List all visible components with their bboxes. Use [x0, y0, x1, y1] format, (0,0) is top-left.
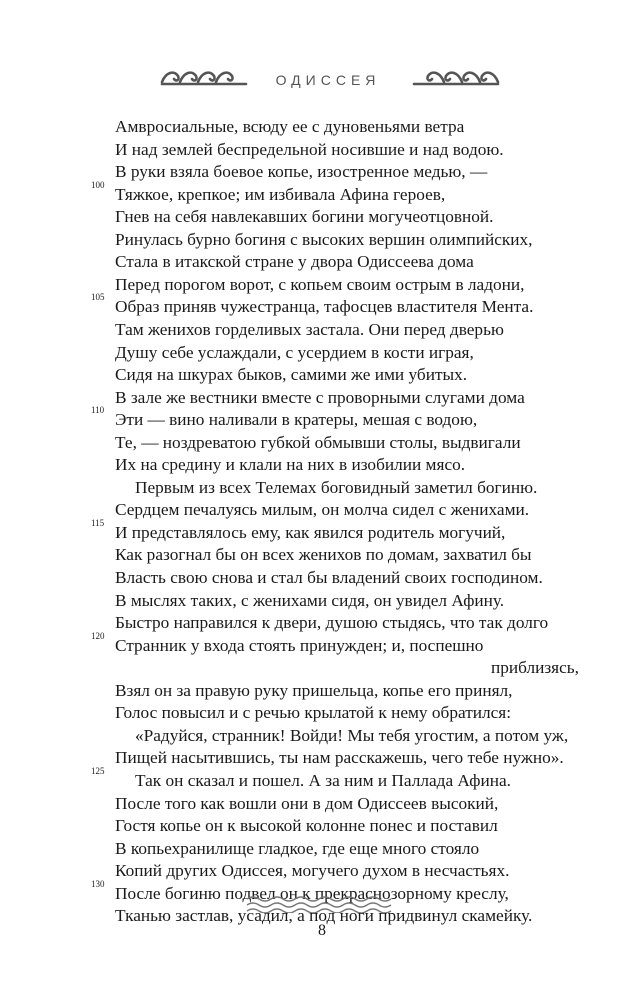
verse-line [0, 765, 644, 792]
wave-lines-ornament-icon [245, 895, 399, 913]
verse-line-text: Тканью застлав, усадил, а под ноги придвинул скамейку. [115, 906, 533, 926]
line-number: 115 [91, 517, 105, 528]
verse-line [0, 292, 644, 318]
verse-line-text: Тяжкое, крепкое; им избивала Афина героев, [115, 184, 446, 204]
verse-line-text: И представлялось ему, как явился родитель могучий, [115, 522, 506, 542]
verse-line-text: В зале же вестники вместе с проворными слугами дома [115, 387, 525, 407]
verse-line-text: приблизясь, [490, 658, 579, 678]
verse-line [0, 544, 644, 566]
verse-line [0, 793, 644, 815]
verse-line [0, 630, 644, 657]
verse-line-text: После того как вошли они в дом Одиссеев высокий, [115, 793, 499, 813]
verse-line-text: В копьехранилище гладкое, где еще много стояло [115, 838, 480, 858]
verse-line-text: Пищей насытившись, ты нам расскажешь, чего тебе нужно». [115, 748, 564, 768]
verse-line [0, 657, 644, 679]
page-number: 8 [318, 922, 326, 939]
verse-line-text: Быстро направился к двери, душою стыдясь, что так долго [115, 613, 549, 633]
verse-line-text: Образ приняв чужестранца, тафосцев властителя Мента. [115, 297, 534, 317]
verse-line [0, 702, 644, 724]
line-number: 100 [91, 179, 105, 190]
verse-line-text: Ринулась бурно богиня с высоких вершин олимпийских, [115, 229, 533, 249]
verse-line [0, 206, 644, 228]
running-header [0, 66, 644, 102]
line-number: 110 [91, 405, 105, 416]
verse-line-text: Сидя на шкурах быков, самими же ими убитых. [115, 365, 468, 385]
verse-line-text: Эти — вино наливали в кратеры, мешая с водою, [115, 410, 478, 430]
verse-line [0, 567, 644, 589]
verse-line [0, 815, 644, 837]
verse-line-text: Взял он за правую руку пришельца, копье его принял, [115, 680, 513, 700]
verse-line [0, 342, 644, 364]
verse-line [0, 590, 644, 612]
verse-line-text: Стала в итакской стране у двора Одиссеева дома [115, 252, 474, 272]
verse-line-text: В мыслях таких, с женихами сидя, он увидел Афину. [115, 590, 505, 610]
verse-line-text: Первым из всех Телемах боговидный заметил богиню. [135, 477, 538, 497]
header-title: ОДИССЕЯ [275, 72, 381, 88]
verse-line-text: Амвросиальные, всюду ее с дуновеньями ветра [115, 117, 465, 136]
verse-line-text: И над землей беспредельной носившие и над водою. [115, 139, 504, 159]
verse-line [0, 364, 644, 386]
verse-line [0, 179, 644, 206]
verse-line [0, 405, 644, 431]
verse-line-text: Перед порогом ворот, с копьем своим острым в ладони, [115, 274, 525, 294]
verse-line-text: Так он сказал и пошел. А за ним и Паллада Афина. [135, 770, 511, 790]
verse-line [0, 319, 644, 341]
verse-line-text: Там женихов горделивых застала. Они перед дверью [115, 319, 504, 339]
verse-line-text: Как разогнал бы он всех женихов по домам, захватил бы [115, 545, 532, 565]
line-number: 120 [91, 630, 105, 641]
verse-line [0, 251, 644, 273]
verse-line-text: Власть свою снова и стал бы владений своих господином. [115, 568, 543, 587]
verse-line [0, 477, 644, 499]
verse-line [0, 454, 644, 476]
line-number: 130 [91, 878, 105, 889]
wave-ornament-icon [160, 66, 248, 90]
verse-line-text: Их на средину и клали на них в изобилии мясо. [115, 455, 466, 475]
verse-line [0, 432, 644, 454]
verse-line [0, 680, 644, 702]
verse-line-text: Копий других Одиссея, могучего духом в несчастьях. [115, 861, 510, 881]
wave-ornament-icon [412, 66, 500, 90]
verse-line-text: В руки взяла боевое копье, изостренное медью, — [115, 162, 488, 182]
line-number: 125 [91, 765, 105, 776]
verse-line-text: Гостя копье он к высокой колонне понес и поставил [115, 816, 498, 836]
verse-line-text: Странник у входа стоять принужден; и, поспешно [115, 635, 484, 655]
verse-line [0, 838, 644, 860]
verse-line-text: Гнев на себя навлекавших богини могучеотцовной. [115, 207, 494, 227]
verse-line [0, 517, 644, 544]
verse-line [0, 229, 644, 251]
verse-line [0, 725, 644, 747]
verse-line [0, 116, 644, 138]
verse-line [0, 139, 644, 161]
verse-line-text: Голос повысил и с речью крылатой к нему обратился: [115, 703, 512, 723]
verse-line-text: Душу себе услаждали, с усердием в кости играя, [115, 342, 474, 362]
verse-line-text: После богиню подвел он к прекраснозорному креслу, [115, 883, 509, 903]
line-number: 105 [91, 292, 105, 303]
verse-line-text: Те, — ноздреватою губкой обмывши столы, выдвигали [115, 432, 521, 452]
verse-line-text: «Радуйся, странник! Войди! Мы тебя угостим, а потом уж, [135, 725, 569, 745]
verse-line-text: Сердцем печалуясь милым, он молча сидел с женихами. [115, 500, 530, 520]
